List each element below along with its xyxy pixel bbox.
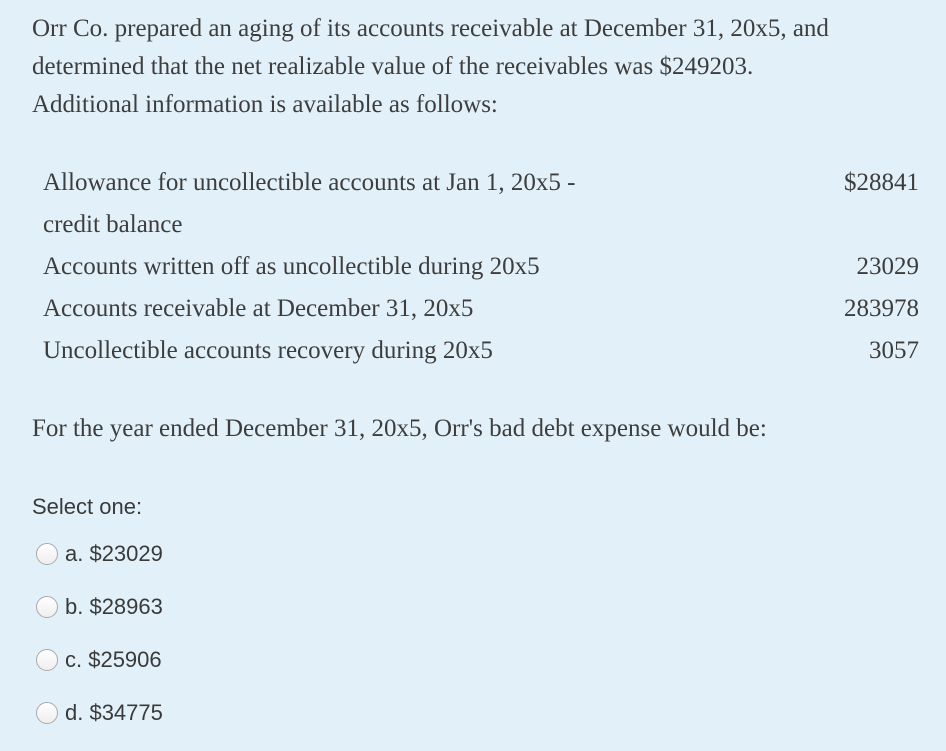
info-value: 283978 xyxy=(844,295,919,322)
info-table xyxy=(43,162,919,372)
radio-button[interactable] xyxy=(36,596,58,618)
info-value: 3057 xyxy=(869,337,919,364)
info-value: 23029 xyxy=(856,253,919,280)
info-label: Uncollectible accounts recovery during 20x5 xyxy=(43,337,493,364)
info-label: Accounts written off as uncollectible during 20x5 xyxy=(43,253,540,280)
radio-button[interactable] xyxy=(36,543,58,565)
info-row-receivable xyxy=(43,288,919,330)
question-line: Orr Co. prepared an aging of its accounts receivable at December 31, 20x5, and xyxy=(32,15,829,42)
info-label: Accounts receivable at December 31, 20x5 xyxy=(43,295,474,322)
question-line: determined that the net realizable value of the receivables was $249203. xyxy=(32,53,754,80)
info-value: $28841 xyxy=(844,169,919,196)
info-label: Allowance for uncollectible accounts at Jan 1, 20x5 - xyxy=(43,169,576,196)
info-label-continued: credit balance xyxy=(43,211,183,238)
radio-button[interactable] xyxy=(36,649,58,671)
option-label[interactable]: c. $25906 xyxy=(65,647,162,672)
question-line: Additional information is available as follows: xyxy=(32,91,498,118)
option-label[interactable]: d. $34775 xyxy=(65,700,163,725)
question-prompt: For the year ended December 31, 20x5, Orr's bad debt expense would be: xyxy=(32,415,767,442)
select-one-label: Select one: xyxy=(32,494,143,519)
option-label[interactable]: b. $28963 xyxy=(65,594,163,619)
option-label[interactable]: a. $23029 xyxy=(65,541,163,566)
info-row-recovery xyxy=(43,330,919,372)
radio-button[interactable] xyxy=(36,702,58,724)
question-text xyxy=(32,10,932,124)
info-row-written-off xyxy=(43,246,919,288)
info-row-allowance xyxy=(43,162,919,246)
